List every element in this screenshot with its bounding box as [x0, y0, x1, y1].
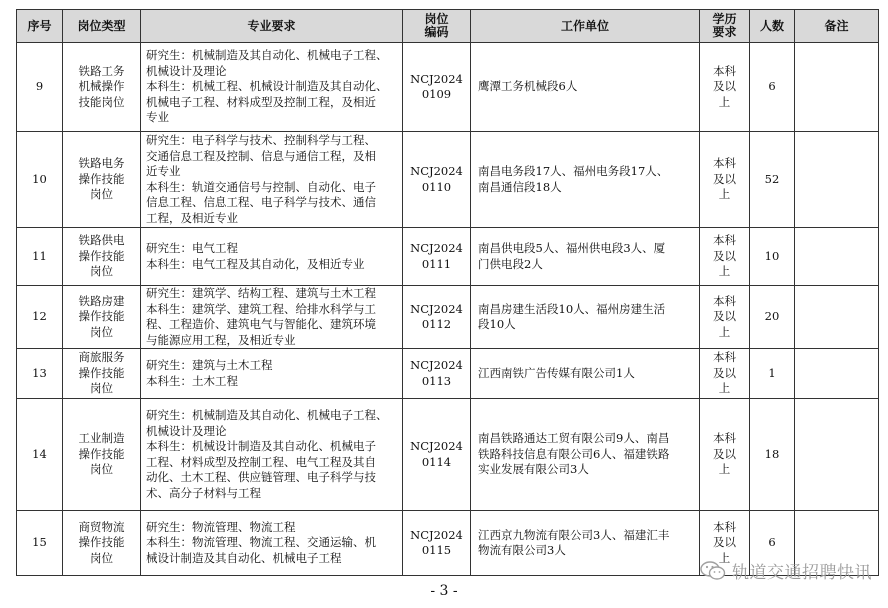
- cell-requirement-line: 研究生：建筑学、结构工程、建筑与土木工程: [146, 286, 376, 300]
- cell-unit-line: 门供电段2人: [478, 256, 543, 271]
- cell-category: 商旅服务操作技能岗位: [63, 349, 141, 399]
- cell-requirement-line: 本科生：土木工程: [146, 373, 238, 388]
- cell-requirement-line: 动化、土木工程、供应链管理、电子科学与技: [146, 470, 376, 484]
- cell-unit-line: 南昌铁路通达工贸有限公司9人、南昌: [478, 431, 670, 446]
- cell-code-line: NCJ2024: [410, 301, 463, 316]
- cell-requirement: [141, 132, 403, 228]
- cell-code-line: NCJ2024: [410, 439, 463, 453]
- table-row: [17, 399, 879, 511]
- table-row: [17, 43, 879, 132]
- cell-count: 52: [750, 132, 795, 228]
- cell-unit-line: 南昌电务段17人、福州电务段17人、: [478, 164, 669, 178]
- cell-requirement-line: 本科生：轨道交通信号与控制、自动化、电子: [146, 179, 376, 194]
- cell-unit-line: 江西京九物流有限公司3人、福建汇丰: [478, 527, 670, 542]
- header-education: [700, 10, 750, 43]
- header-code-line2: 编码: [424, 25, 449, 39]
- table-body: [17, 43, 879, 576]
- cell-requirement-line: 本科生：电气工程及其自动化，及相近专业: [146, 256, 365, 271]
- header-edu-line2: 要求: [712, 25, 737, 39]
- cell-remark: [795, 132, 879, 228]
- cell-no: 12: [17, 286, 63, 349]
- cell-category: 工业制造操作技能岗位: [63, 399, 141, 511]
- cell-code-line: NCJ2024: [410, 71, 463, 86]
- cell-count: 10: [750, 228, 795, 286]
- cell-category: 铁路房建操作技能岗位: [63, 286, 141, 349]
- header-no: 序号: [17, 10, 63, 43]
- cell-code-line: 0114: [421, 454, 452, 469]
- cell-count: 6: [750, 511, 795, 576]
- cell-code-line: NCJ2024: [410, 527, 463, 542]
- cell-count: 18: [750, 399, 795, 511]
- table-row: [17, 228, 879, 286]
- wechat-icon: [700, 561, 726, 581]
- header-code-line1: 岗位: [424, 12, 449, 26]
- header-count: 人数: [750, 10, 795, 43]
- cell-no: 10: [17, 132, 63, 228]
- cell-requirement-line: 本科生：建筑学、建筑工程、给排水科学与工: [146, 301, 376, 316]
- header-requirement: 专业要求: [141, 10, 403, 43]
- cell-requirement-line: 程、工程造价、建筑电气与智能化、建筑环境: [146, 317, 376, 331]
- cell-code-line: 0115: [421, 543, 452, 557]
- cell-unit: [471, 511, 700, 576]
- cell-requirement-line: 械设计制造及其自动化、机械电子工程: [146, 550, 342, 565]
- cell-code-line: 0111: [421, 256, 452, 271]
- table-row: [17, 286, 879, 349]
- cell-requirement: [141, 349, 403, 399]
- cell-code-line: 0113: [421, 373, 452, 388]
- cell-requirement-line: 研究生：电气工程: [146, 241, 238, 255]
- cell-requirement-line: 工程，及相近专业: [146, 210, 238, 225]
- cell-unit: [471, 286, 700, 349]
- cell-unit-line: 南昌通信段18人: [478, 179, 562, 194]
- cell-remark: [795, 349, 879, 399]
- cell-requirement-line: 机械电子工程、材料成型及控制工程，及相近: [146, 94, 376, 109]
- cell-requirement-line: 机械设计及理论: [146, 423, 227, 438]
- cell-code-line: 0112: [421, 317, 452, 331]
- table-row: [17, 132, 879, 228]
- table-row: [17, 349, 879, 399]
- cell-code-line: NCJ2024: [410, 241, 463, 255]
- cell-count: 1: [750, 349, 795, 399]
- header-edu-line1: 学历: [712, 12, 737, 26]
- cell-requirement: [141, 286, 403, 349]
- cell-requirement-line: 专业: [146, 110, 169, 125]
- cell-category: 商贸物流操作技能岗位: [63, 511, 141, 576]
- cell-unit: [471, 43, 700, 132]
- cell-education: 本科及以上: [700, 228, 750, 286]
- recruitment-table: [16, 9, 879, 576]
- cell-education: 本科及以上: [700, 349, 750, 399]
- cell-requirement-line: 本科生：机械工程、机械设计制造及其自动化、: [146, 79, 388, 94]
- header-code: [403, 10, 471, 43]
- cell-remark: [795, 228, 879, 286]
- cell-requirement-line: 工程、材料成型及控制工程、电气工程及其自: [146, 454, 376, 469]
- page-number: - 3 -: [430, 583, 458, 599]
- cell-code: [403, 228, 471, 286]
- cell-requirement-line: 研究生：建筑与土木工程: [146, 358, 273, 372]
- cell-unit-line: 物流有限公司3人: [478, 543, 566, 557]
- cell-requirement: [141, 511, 403, 576]
- cell-code: [403, 132, 471, 228]
- header-category: 岗位类型: [63, 10, 141, 43]
- cell-requirement-line: 研究生：机械制造及其自动化、机械电子工程、: [146, 48, 388, 63]
- cell-requirement-line: 研究生：电子科学与技术、控制科学与工程、: [146, 133, 376, 147]
- cell-code-line: NCJ2024: [410, 358, 463, 372]
- cell-education: 本科及以上: [700, 43, 750, 132]
- cell-unit: [471, 349, 700, 399]
- cell-unit-line: 江西南铁广告传媒有限公司1人: [478, 365, 635, 380]
- cell-unit: [471, 132, 700, 228]
- cell-no: 15: [17, 511, 63, 576]
- cell-requirement-line: 研究生：机械制造及其自动化、机械电子工程、: [146, 408, 388, 422]
- cell-code-line: 0110: [421, 179, 452, 194]
- cell-remark: [795, 286, 879, 349]
- cell-code: [403, 349, 471, 399]
- cell-count: 20: [750, 286, 795, 349]
- cell-unit-line: 铁路科技信息有限公司6人、福建铁路: [478, 446, 670, 461]
- cell-category: 铁路供电操作技能岗位: [63, 228, 141, 286]
- cell-requirement-line: 研究生：物流管理、物流工程: [146, 519, 296, 534]
- cell-requirement-line: 信息工程、信息工程、电子科学与技术、通信: [146, 195, 376, 209]
- watermark-text: 轨道交通招聘快讯: [732, 563, 872, 583]
- cell-remark: [795, 43, 879, 132]
- header-remark: 备注: [795, 10, 879, 43]
- cell-unit-line: 南昌供电段5人、福州供电段3人、厦: [478, 241, 666, 255]
- cell-education: 本科及以上: [700, 399, 750, 511]
- cell-requirement: [141, 399, 403, 511]
- cell-category: 铁路工务机械操作技能岗位: [63, 43, 141, 132]
- cell-code-line: NCJ2024: [410, 164, 463, 178]
- cell-no: 13: [17, 349, 63, 399]
- header-unit: 工作单位: [471, 10, 700, 43]
- cell-unit: [471, 399, 700, 511]
- cell-unit-line: 南昌房建生活段10人、福州房建生活: [478, 301, 666, 316]
- cell-requirement-line: 机械设计及理论: [146, 63, 227, 78]
- cell-requirement: [141, 43, 403, 132]
- cell-requirement-line: 术、高分子材料与工程: [146, 485, 261, 500]
- cell-code: [403, 511, 471, 576]
- cell-code: [403, 286, 471, 349]
- cell-requirement-line: 与能源应用工程，及相近专业: [146, 332, 296, 347]
- cell-count: 6: [750, 43, 795, 132]
- cell-no: 14: [17, 399, 63, 511]
- cell-education: 本科及以上: [700, 132, 750, 228]
- cell-requirement: [141, 228, 403, 286]
- cell-requirement-line: 本科生：物流管理、物流工程、交通运输、机: [146, 535, 376, 550]
- cell-code-line: 0109: [421, 87, 452, 101]
- cell-no: 9: [17, 43, 63, 132]
- cell-unit-line: 段10人: [478, 317, 516, 331]
- cell-code: [403, 399, 471, 511]
- cell-education: 本科及以上: [700, 511, 750, 576]
- cell-requirement-line: 本科生：机械设计制造及其自动化、机械电子: [146, 439, 376, 453]
- table-header-row: [17, 10, 879, 43]
- watermark: [700, 558, 872, 583]
- cell-code: [403, 43, 471, 132]
- cell-unit-line: 实业发展有限公司3人: [478, 462, 589, 477]
- cell-remark: [795, 399, 879, 511]
- cell-category: 铁路电务操作技能岗位: [63, 132, 141, 228]
- cell-unit: [471, 228, 700, 286]
- cell-requirement-line: 交通信息工程及控制、信息与通信工程，及相: [146, 148, 376, 163]
- cell-no: 11: [17, 228, 63, 286]
- cell-education: 本科及以上: [700, 286, 750, 349]
- cell-unit-line: 鹰潭工务机械段6人: [478, 79, 578, 94]
- cell-requirement-line: 近专业: [146, 164, 181, 178]
